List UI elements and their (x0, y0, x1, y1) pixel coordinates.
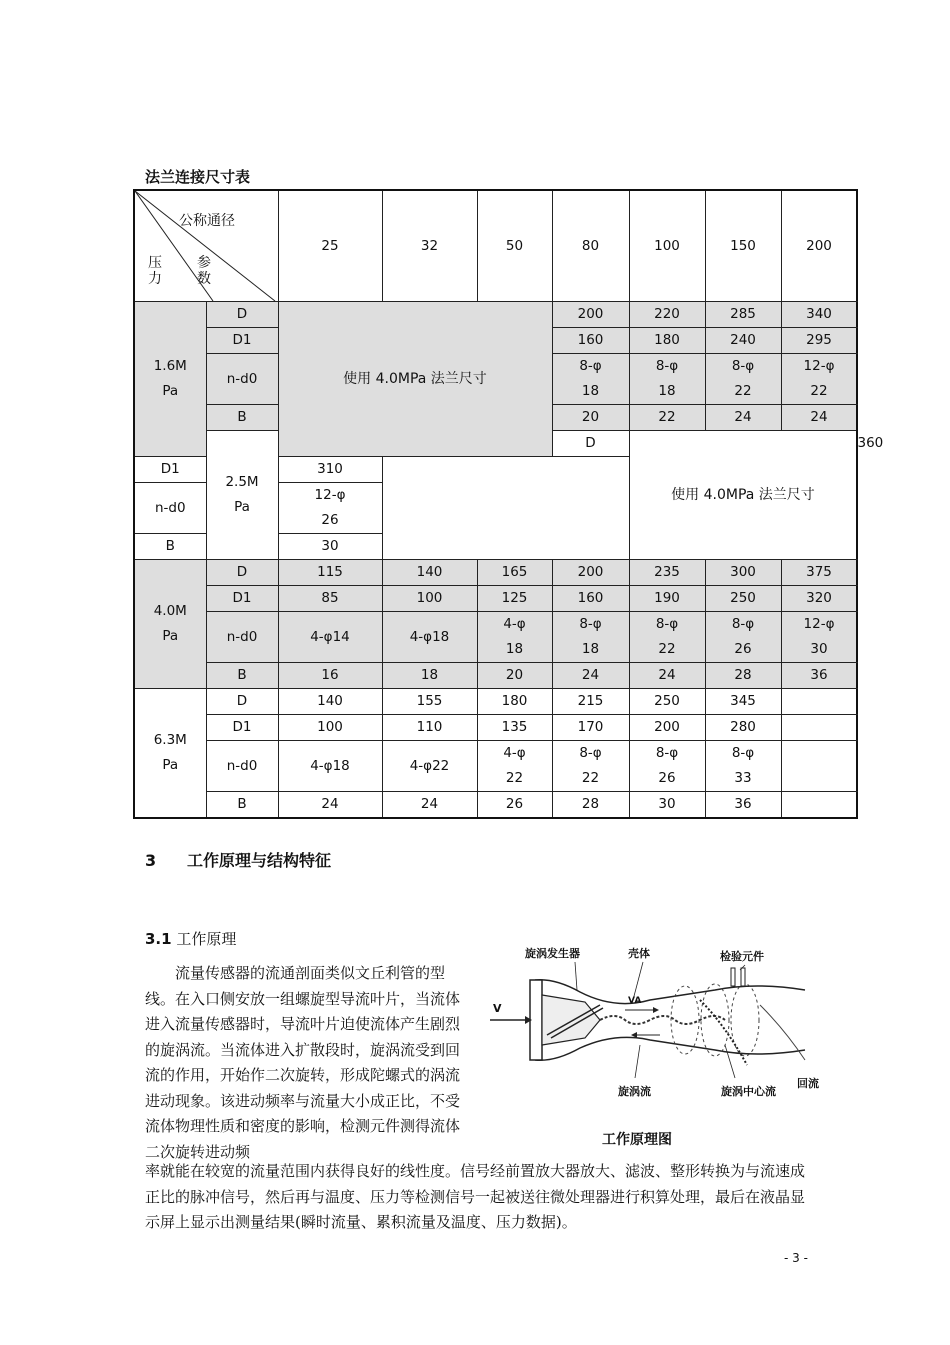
vortex-center-label: 旋涡中心流 (721, 1085, 776, 1098)
figure-caption: 工作原理图 (602, 1132, 672, 1148)
value-cell: 8-φ 33 (705, 741, 781, 792)
value-cell: 135 (477, 715, 552, 741)
value-cell: 4-φ18 (278, 741, 382, 792)
param-cell: D (206, 689, 278, 715)
subsection-heading (145, 928, 236, 949)
value-cell: 24 (781, 405, 857, 431)
param-cell: n-d0 (206, 741, 278, 792)
param-cell: n-d0 (206, 354, 278, 405)
value-cell: 115 (278, 560, 382, 586)
value-cell: 8-φ 18 (552, 612, 629, 663)
section-title: 工作原理与结构特征 (187, 851, 332, 870)
value-cell: 4-φ18 (382, 612, 477, 663)
size-header: 150 (705, 190, 781, 302)
param-cell: D (552, 431, 629, 457)
value-cell: 18 (382, 663, 477, 689)
value-cell: 4-φ22 (382, 741, 477, 792)
value-cell: 85 (278, 586, 382, 612)
value-cell: 160 (552, 586, 629, 612)
param-cell: D (206, 560, 278, 586)
value-cell: 170 (552, 715, 629, 741)
value-cell: 4-φ 18 (477, 612, 552, 663)
value-cell (781, 741, 857, 792)
param-cell: D1 (134, 457, 206, 483)
value-cell: 8-φ 26 (629, 741, 705, 792)
value-cell: 36 (781, 663, 857, 689)
value-cell: 180 (477, 689, 552, 715)
va-label: VA (628, 996, 642, 1006)
value-cell: 165 (477, 560, 552, 586)
value-cell: 28 (705, 663, 781, 689)
pressure-cell: 1.6M Pa (134, 302, 206, 457)
value-cell: 285 (705, 302, 781, 328)
value-cell: 36 (705, 792, 781, 819)
header-diagonal-cell (134, 190, 278, 302)
value-cell: 100 (278, 715, 382, 741)
value-cell: 200 (629, 715, 705, 741)
flange-dimension-table: 公称通径 压 力 参 数 25 32 50 80 100 150 200 1.6M Pa D 使用 4.0MPa 法兰尺寸 200 220 285 340 D1 160 180 240 295 n-d0 8-φ 18 8-φ 18 8-φ 22 12-φ 22 B 20 22 24 24 2.5M Pa D 使用 4.0MPa 法兰尺寸 360 D1 310 n-d0 12-φ 26 B 30 4.0M Pa D 115 140 165 200 235 300 375 D1 85 100 125 160 190 250 320 n-d0 4-φ14 4-φ18 4-φ 18 8-φ 18 8-φ 22 8-φ 26 12-φ 30 B 16 18 20 24 24 28 36 6.3M Pa D 140 155 180 215 250 345 D1 100 110 135 170 200 280 n-d0 4-φ18 4-φ22 4-φ 22 8-φ 22 8-φ 26 8-φ 33 B 24 24 26 28 30 36 (133, 189, 858, 819)
page-number: - 3 - (784, 1251, 808, 1265)
value-cell: 24 (382, 792, 477, 819)
value-cell: 220 (629, 302, 705, 328)
value-cell: 250 (629, 689, 705, 715)
value-cell: 235 (629, 560, 705, 586)
value-cell: 8-φ 22 (552, 741, 629, 792)
param-cell: B (134, 534, 206, 560)
value-cell: 180 (629, 328, 705, 354)
value-cell: 8-φ 22 (629, 612, 705, 663)
value-cell: 30 (278, 534, 382, 560)
value-cell: 26 (477, 792, 552, 819)
value-cell: 28 (552, 792, 629, 819)
value-cell: 375 (781, 560, 857, 586)
size-header: 200 (781, 190, 857, 302)
subsection-title: 工作原理 (176, 930, 237, 948)
size-header: 32 (382, 190, 477, 302)
value-cell: 12-φ 30 (781, 612, 857, 663)
value-cell: 140 (382, 560, 477, 586)
value-cell: 340 (781, 302, 857, 328)
vortex-flow-label: 旋涡流 (618, 1085, 651, 1098)
value-cell: 20 (477, 663, 552, 689)
value-cell: 320 (781, 586, 857, 612)
value-cell: 8-φ 18 (552, 354, 629, 405)
value-cell: 200 (552, 302, 629, 328)
shell-label: 壳体 (628, 947, 650, 960)
value-cell: 12-φ 26 (278, 483, 382, 534)
value-cell: 155 (382, 689, 477, 715)
value-cell: 140 (278, 689, 382, 715)
sensor-label: 检验元件 (720, 950, 764, 963)
param-cell: B (206, 405, 278, 431)
param-cell: D (206, 302, 278, 328)
value-cell: 190 (629, 586, 705, 612)
use-note: 使用 4.0MPa 法兰尺寸 (278, 302, 552, 457)
value-cell: 22 (629, 405, 705, 431)
vortex-generator-label: 旋涡发生器 (525, 947, 580, 960)
value-cell: 200 (552, 560, 629, 586)
param-cell: n-d0 (206, 612, 278, 663)
value-cell: 24 (705, 405, 781, 431)
value-cell: 295 (781, 328, 857, 354)
params-label: 参 数 (197, 255, 211, 287)
working-principle-figure (485, 940, 825, 1115)
section-number: 3 (145, 851, 157, 870)
value-cell (781, 715, 857, 741)
backflow-label: 回流 (797, 1077, 819, 1090)
value-cell: 345 (705, 689, 781, 715)
param-cell: D1 (206, 586, 278, 612)
value-cell: 125 (477, 586, 552, 612)
value-cell: 8-φ 22 (705, 354, 781, 405)
param-cell: n-d0 (134, 483, 206, 534)
value-cell (781, 792, 857, 819)
value-cell: 24 (278, 792, 382, 819)
use-note: 使用 4.0MPa 法兰尺寸 (629, 431, 857, 560)
subsection-number: 3.1 (145, 930, 172, 948)
value-cell: 4-φ 22 (477, 741, 552, 792)
param-cell: B (206, 792, 278, 819)
size-header: 25 (278, 190, 382, 302)
table-title: 法兰连接尺寸表 (145, 168, 251, 186)
param-cell: B (206, 663, 278, 689)
value-cell: 280 (705, 715, 781, 741)
paragraph-full: 率就能在较宽的流量范围内获得良好的线性度。信号经前置放大器放大、滤波、整形转换为与流速成正比的脉冲信号，然后再与温度、压力等检测信号一起被送往微处理器进行积算处理，最后在液晶显示屏上显示出测量结果(瞬时流量、累积流量及温度、压力数据)。 (145, 1162, 806, 1231)
value-cell: 12-φ 22 (781, 354, 857, 405)
paragraph-left: 流量传感器的流通剖面类似文丘利管的型线。在入口侧安放一组螺旋型导流叶片，当流体进入流量传感器时，导流叶片迫使流体产生剧烈的旋涡流。当流体进入扩散段时，旋涡流受到回流的作用，开始作二次旋转，形成陀螺式的涡流进动现象。该进动频率与流量大小成正比，不受流体物理性质和密度的影响，检测元件测得流体二次旋转进动频 (145, 964, 461, 1161)
value-cell: 250 (705, 586, 781, 612)
section-heading (145, 848, 331, 871)
value-cell: 24 (629, 663, 705, 689)
value-cell: 30 (629, 792, 705, 819)
value-cell: 16 (278, 663, 382, 689)
value-cell: 8-φ 18 (629, 354, 705, 405)
value-cell: 160 (552, 328, 629, 354)
value-cell: 240 (705, 328, 781, 354)
velocity-label: V (493, 1002, 502, 1015)
value-cell: 310 (278, 457, 382, 483)
param-cell: D1 (206, 715, 278, 741)
pressure-cell: 4.0M Pa (134, 560, 206, 689)
value-cell: 4-φ14 (278, 612, 382, 663)
pressure-label: 压 力 (148, 255, 162, 287)
value-cell: 215 (552, 689, 629, 715)
size-header: 100 (629, 190, 705, 302)
param-cell: D1 (206, 328, 278, 354)
value-cell (781, 689, 857, 715)
value-cell: 110 (382, 715, 477, 741)
value-cell: 8-φ 26 (705, 612, 781, 663)
value-cell: 100 (382, 586, 477, 612)
value-cell: 24 (552, 663, 629, 689)
pressure-cell: 6.3M Pa (134, 689, 206, 819)
size-header: 80 (552, 190, 629, 302)
size-header: 50 (477, 190, 552, 302)
value-cell: 300 (705, 560, 781, 586)
value-cell: 20 (552, 405, 629, 431)
pressure-cell: 2.5M Pa (206, 431, 278, 560)
nominal-diameter-label: 公称通径 (179, 213, 235, 229)
